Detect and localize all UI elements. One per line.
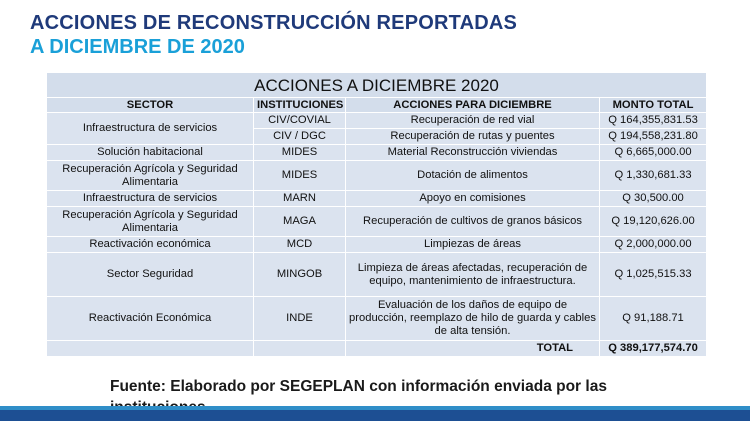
cell-accion: Limpiezas de áreas xyxy=(346,237,600,253)
total-value: Q 389,177,574.70 xyxy=(600,341,707,357)
cell-institucion: INDE xyxy=(254,297,346,341)
cell-sector: Reactivación económica xyxy=(47,237,254,253)
cell-institucion: CIV/COVIAL xyxy=(254,113,346,129)
table-row xyxy=(47,237,707,253)
table-caption: ACCIONES A DICIEMBRE 2020 xyxy=(47,73,707,98)
actions-table-container xyxy=(46,72,706,357)
table-row xyxy=(47,113,707,129)
cell-institucion: MARN xyxy=(254,191,346,207)
cell-institucion: MINGOB xyxy=(254,253,346,297)
cell-monto: Q 19,120,626.00 xyxy=(600,207,707,237)
cell-sector: Infraestructura de servicios xyxy=(47,191,254,207)
table-row xyxy=(47,191,707,207)
cell-monto: Q 1,025,515.33 xyxy=(600,253,707,297)
source-footnote: Fuente: Elaborado por SEGEPLAN con información enviada por las xyxy=(110,378,607,395)
footer-bar xyxy=(0,410,750,421)
actions-table xyxy=(46,72,707,357)
cell-monto: Q 30,500.00 xyxy=(600,191,707,207)
cell-monto: Q 2,000,000.00 xyxy=(600,237,707,253)
cell-monto: Q 164,355,831.53 xyxy=(600,113,707,129)
cell-accion: Recuperación de rutas y puentes xyxy=(346,129,600,145)
table-row xyxy=(47,253,707,297)
column-header-monto: MONTO TOTAL xyxy=(600,98,707,113)
column-header-sector: SECTOR xyxy=(47,98,254,113)
cell-institucion: MIDES xyxy=(254,145,346,161)
cell-sector: Infraestructura de servicios xyxy=(47,113,254,145)
column-header-acciones: ACCIONES PARA DICIEMBRE xyxy=(346,98,600,113)
cell-sector: Recuperación Agrícola y Seguridad Alimentaria xyxy=(47,207,254,237)
cell-accion: Apoyo en comisiones xyxy=(346,191,600,207)
cell-sector: Reactivación Económica xyxy=(47,297,254,341)
cell-sector: Recuperación Agrícola y Seguridad Alimentaria xyxy=(47,161,254,191)
cell-accion: Material Reconstrucción viviendas xyxy=(346,145,600,161)
page-title: ACCIONES DE RECONSTRUCCIÓN REPORTADAS xyxy=(30,12,518,34)
column-header-instituciones: INSTITUCIONES xyxy=(254,98,346,113)
table-row xyxy=(47,145,707,161)
cell-institucion: MIDES xyxy=(254,161,346,191)
cell-institucion: CIV / DGC xyxy=(254,129,346,145)
cell-sector: Solución habitacional xyxy=(47,145,254,161)
cell-accion: Evaluación de los daños de equipo de producción, reemplazo de hilo de guarda y cables de alta tensión. xyxy=(346,297,600,341)
cell-institucion: MCD xyxy=(254,237,346,253)
cell-accion: Dotación de alimentos xyxy=(346,161,600,191)
table-row xyxy=(47,297,707,341)
cell-monto: Q 6,665,000.00 xyxy=(600,145,707,161)
cell-empty xyxy=(47,341,254,357)
cell-accion: Recuperación de red vial xyxy=(346,113,600,129)
cell-institucion: MAGA xyxy=(254,207,346,237)
page-subtitle: A DICIEMBRE DE 2020 xyxy=(30,36,245,58)
cell-accion: Recuperación de cultivos de granos básicos xyxy=(346,207,600,237)
cell-sector: Sector Seguridad xyxy=(47,253,254,297)
cell-monto: Q 194,558,231.80 xyxy=(600,129,707,145)
cell-empty xyxy=(254,341,346,357)
table-row xyxy=(47,207,707,237)
cell-monto: Q 1,330,681.33 xyxy=(600,161,707,191)
cell-accion: Limpieza de áreas afectadas, recuperación de equipo, mantenimiento de infraestructura. xyxy=(346,253,600,297)
cell-monto: Q 91,188.71 xyxy=(600,297,707,341)
total-row xyxy=(47,341,707,357)
total-label: TOTAL xyxy=(346,341,600,357)
table-row xyxy=(47,161,707,191)
